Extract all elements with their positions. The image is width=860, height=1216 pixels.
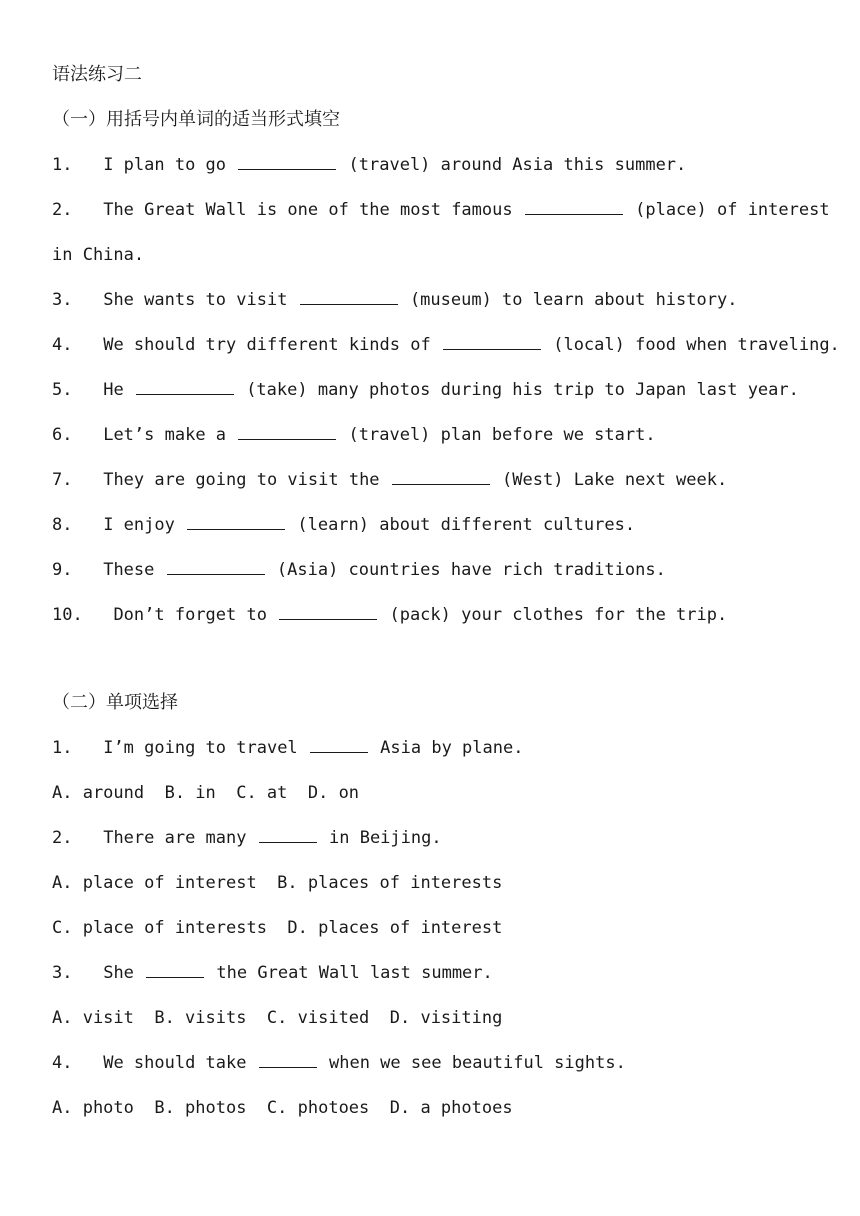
fill-question-3: 3. She wants to visit (museum) to learn about history. [52,284,842,329]
section-1-heading: （一）用括号内单词的适当形式填空 [52,109,340,130]
answer-blank[interactable] [310,732,368,753]
answer-blank[interactable] [443,329,541,350]
worksheet-page [52,59,842,1137]
answer-blank[interactable] [146,957,204,978]
fill-question-10: 10. Don’t forget to (pack) your clothes for the trip. [52,599,842,644]
answer-blank[interactable] [392,464,490,485]
choice-question-3: 3. She the Great Wall last summer. [52,957,842,1002]
choice-question-1-options: A. around B. in C. at D. on [52,783,360,803]
choice-question-4: 4. We should take when we see beautiful sights. [52,1047,842,1092]
choice-question-3-options: A. visit B. visits C. visited D. visiting [52,1008,503,1028]
fill-question-2-continued: in China. [52,245,145,265]
answer-blank[interactable] [187,509,285,530]
answer-blank[interactable] [136,374,234,395]
answer-blank[interactable] [259,822,317,843]
fill-question-5: 5. He (take) many photos during his trip to Japan last year. [52,374,842,419]
choice-question-2-options-ab: A. place of interest B. places of interests [52,873,503,893]
choice-question-4-options: A. photo B. photos C. photoes D. a photoes [52,1098,513,1118]
choice-question-1: 1. I’m going to travel Asia by plane. [52,732,842,777]
choice-question-2-options-cd: C. place of interests D. places of interest [52,918,503,938]
answer-blank[interactable] [167,554,265,575]
answer-blank[interactable] [300,284,398,305]
fill-question-9: 9. These (Asia) countries have rich traditions. [52,554,842,599]
choice-question-2: 2. There are many in Beijing. [52,822,842,867]
worksheet-title: 语法练习二 [52,64,142,85]
answer-blank[interactable] [238,149,336,170]
section-2-heading: （二）单项选择 [52,692,178,713]
fill-question-4: 4. We should try different kinds of (local) food when traveling. [52,329,842,374]
fill-question-6: 6. Let’s make a (travel) plan before we start. [52,419,842,464]
fill-question-1: 1. I plan to go (travel) around Asia this summer. [52,149,842,194]
answer-blank[interactable] [259,1047,317,1068]
answer-blank[interactable] [238,419,336,440]
section-spacer [52,644,842,687]
answer-blank[interactable] [279,599,377,620]
fill-question-8: 8. I enjoy (learn) about different cultures. [52,509,842,554]
fill-question-2: 2. The Great Wall is one of the most famous (place) of interest [52,194,842,239]
fill-question-7: 7. They are going to visit the (West) Lake next week. [52,464,842,509]
answer-blank[interactable] [525,194,623,215]
